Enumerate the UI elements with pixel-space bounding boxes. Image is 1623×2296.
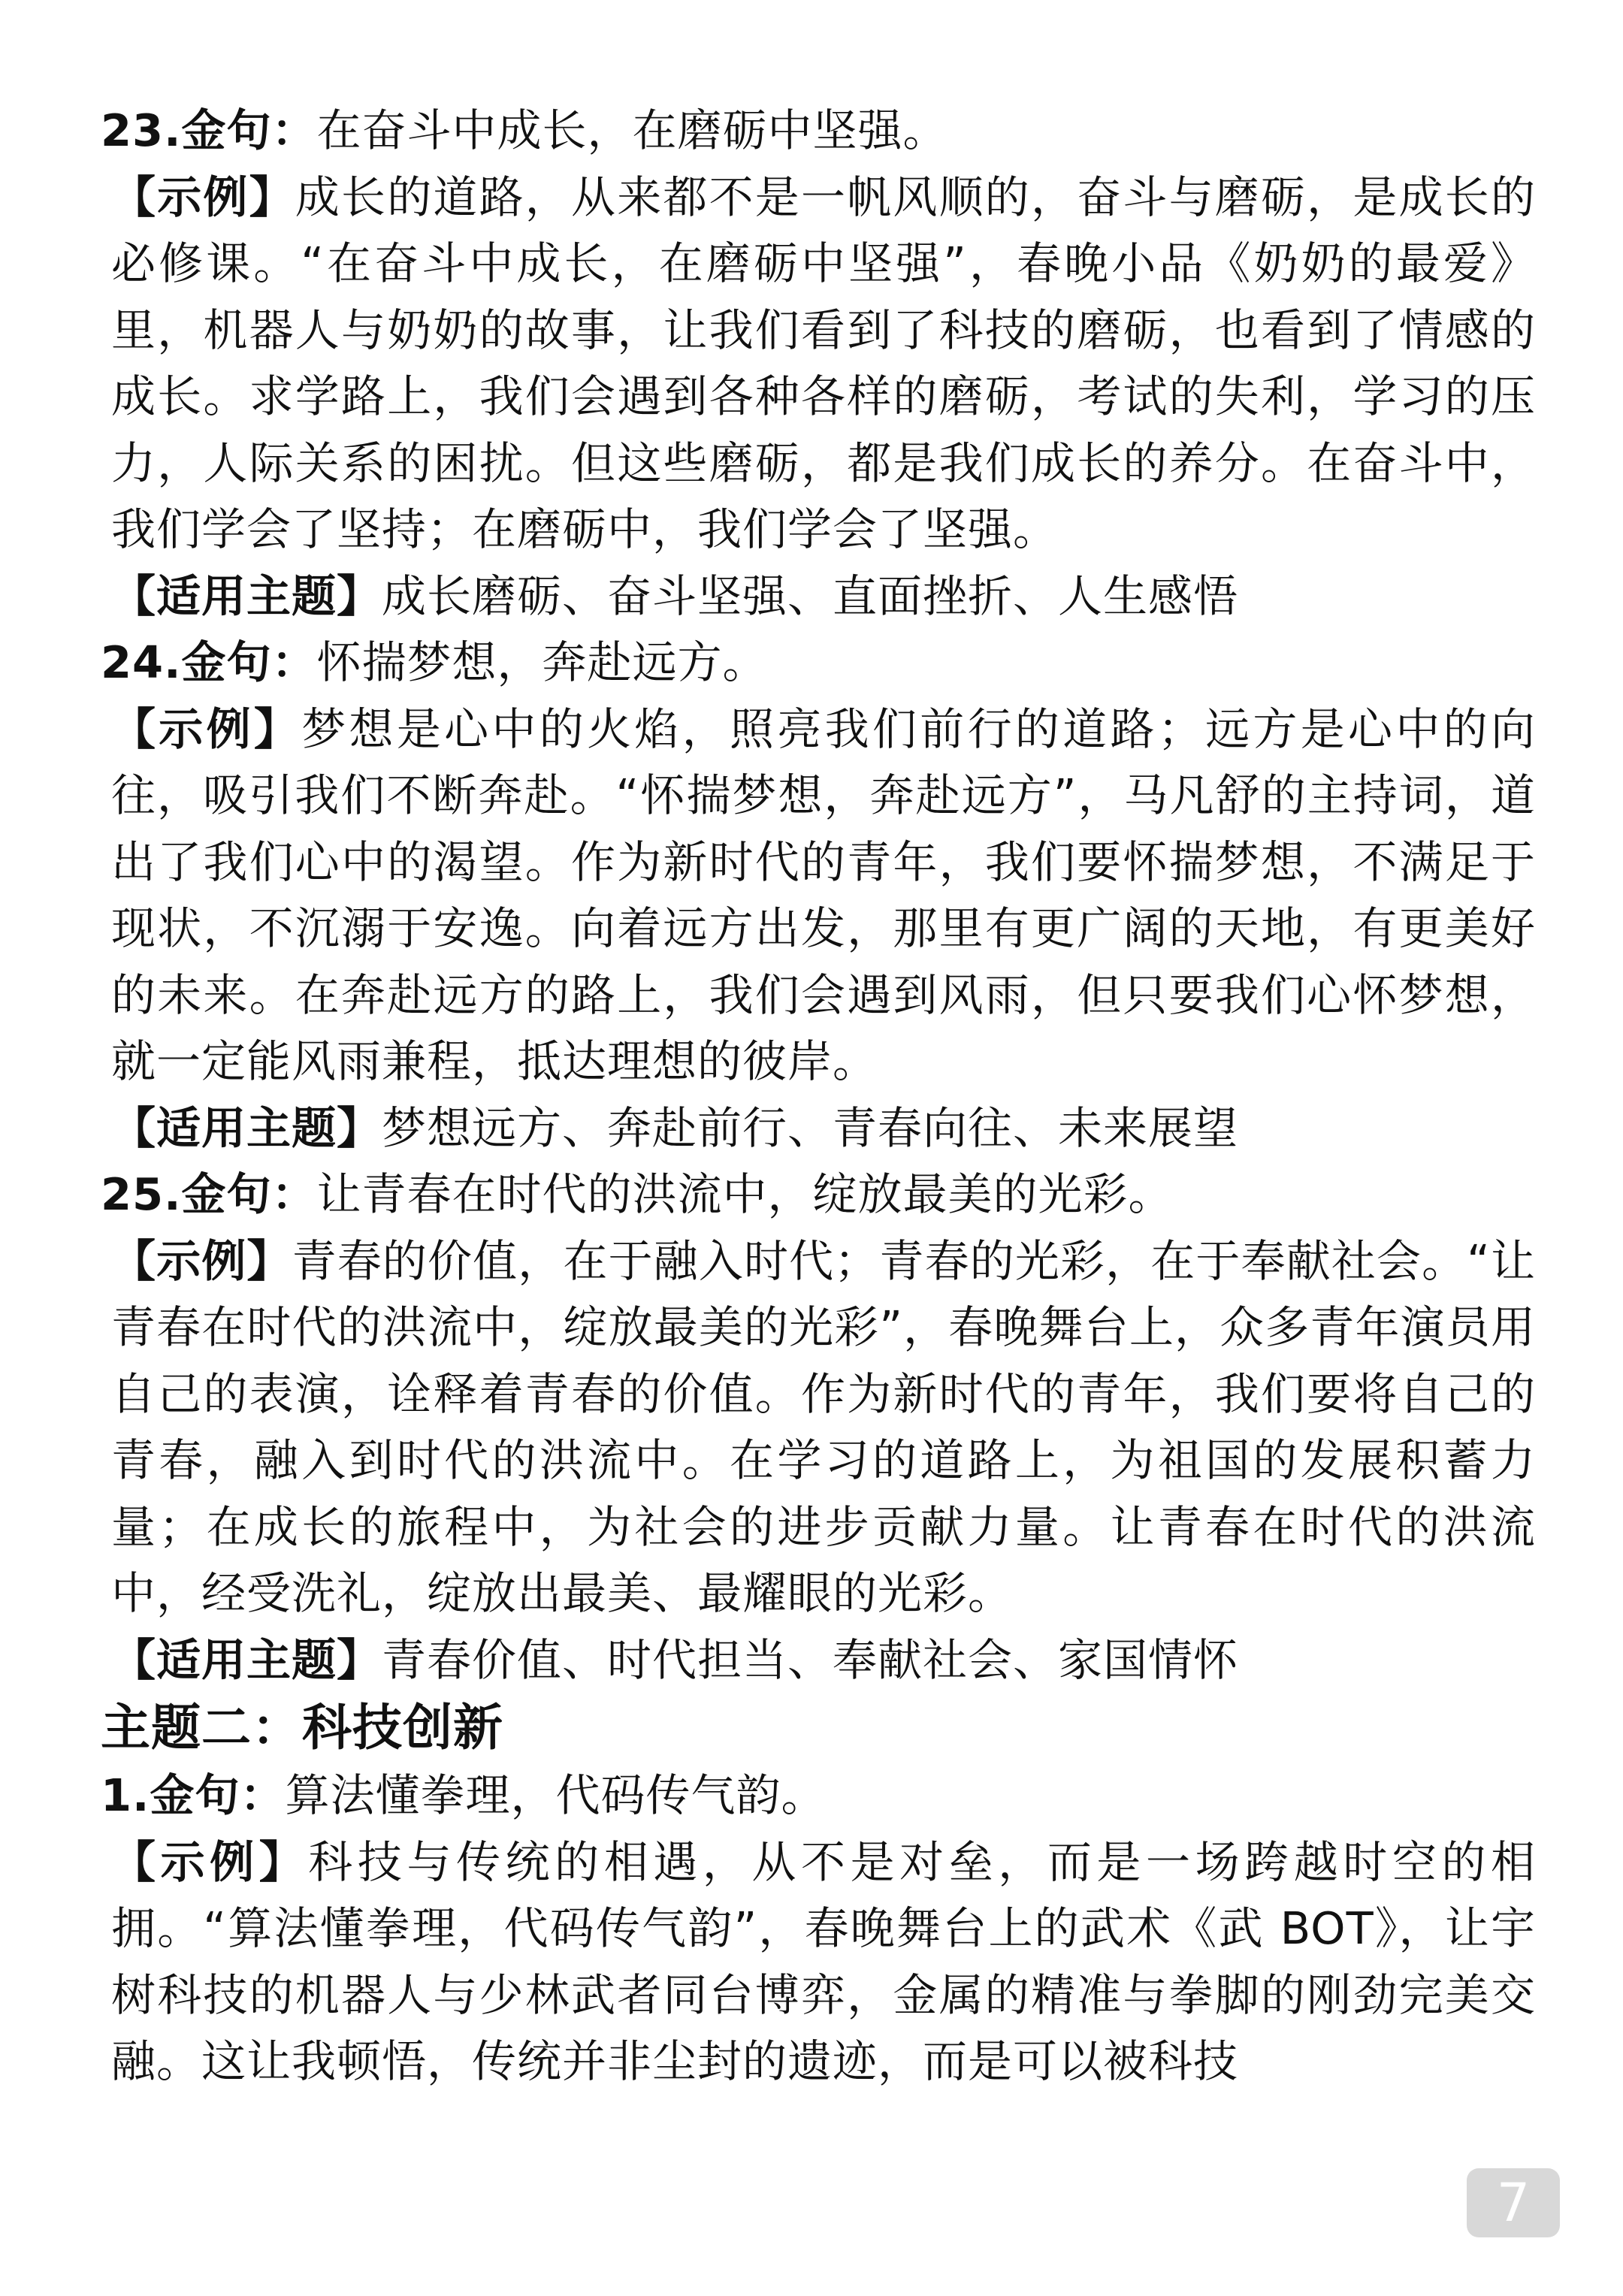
theme-23: [101, 563, 1536, 630]
page-number-badge: 7: [1467, 2168, 1560, 2237]
quote-label: 1.金句：: [101, 1769, 286, 1821]
quote-25: [101, 1162, 1536, 1228]
theme-25: [101, 1627, 1536, 1694]
document-page: [101, 98, 1536, 2095]
theme-label: 【适用主题】: [111, 569, 382, 622]
example-text: 科技与传统的相遇，从不是对垒，而是一场跨越时空的相拥。“算法懂拳理，代码传气韵”，春晚舞台上的武术《武 BOT》，让宇树科技的机器人与少林武者同台博弈，金属的精准与拳脚的刚劲完美交融。这让我顿悟，传统并非尘封的遗迹，而是可以被科技: [111, 1835, 1536, 2087]
example-label: 【示例】: [111, 1835, 309, 1888]
example-text: 梦想是心中的火焰，照亮我们前行的道路；远方是心中的向往，吸引我们不断奔赴。“怀揣梦想，奔赴远方”，马凡舒的主持词，道出了我们心中的渴望。作为新时代的青年，我们要怀揣梦想，不满足于现状，不沉溺于安逸。向着远方出发，那里有更广阔的天地，有更美好的未来。在奔赴远方的路上，我们会遇到风雨，但只要我们心怀梦想，就一定能风雨兼程，抵达理想的彼岸。: [111, 702, 1536, 1087]
example-text: 成长的道路，从来都不是一帆风顺的，奋斗与磨砺，是成长的必修课。“在奋斗中成长，在磨砺中坚强”，春晚小品《奶奶的最爱》里，机器人与奶奶的故事，让我们看到了科技的磨砺，也看到了情感的成长。求学路上，我们会遇到各种各样的磨砺，考试的失利，学习的压力，人际关系的困扰。但这些磨砺，都是我们成长的养分。在奋斗中，我们学会了坚持；在磨砺中，我们学会了坚强。: [111, 171, 1536, 555]
example-25: [101, 1228, 1536, 1627]
quote-text: 让青春在时代的洪流中，绽放最美的光彩。: [316, 1168, 1174, 1220]
quote-label: 23.金句：: [101, 104, 317, 156]
theme-text: 梦想远方、奔赴前行、青春向往、未来展望: [382, 1101, 1239, 1154]
quote-1: [101, 1763, 1536, 1829]
example-1: [101, 1829, 1536, 2095]
quote-text: 在奋斗中成长，在磨砺中坚强。: [316, 104, 948, 156]
theme-text: 成长磨砺、奋斗坚强、直面挫折、人生感悟: [382, 569, 1239, 622]
quote-23: [101, 98, 1536, 165]
quote-text: 怀揣梦想，奔赴远方。: [316, 636, 768, 688]
example-23: [101, 165, 1536, 563]
example-24: [101, 696, 1536, 1095]
example-label: 【示例】: [111, 171, 295, 223]
theme-label: 【适用主题】: [111, 1633, 382, 1686]
theme-text: 青春价值、时代担当、奉献社会、家国情怀: [382, 1633, 1239, 1686]
quote-label: 24.金句：: [101, 636, 317, 688]
section-heading: 主题二：科技创新: [101, 1699, 503, 1757]
theme-24: [101, 1095, 1536, 1162]
example-label: 【示例】: [111, 1234, 292, 1287]
quote-text: 算法懂拳理，代码传气韵。: [285, 1769, 827, 1821]
example-label: 【示例】: [111, 702, 302, 755]
theme-label: 【适用主题】: [111, 1101, 382, 1154]
quote-label: 25.金句：: [101, 1168, 317, 1220]
example-text: 青春的价值，在于融入时代；青春的光彩，在于奉献社会。“让青春在时代的洪流中，绽放最美的光彩”，春晚舞台上，众多青年演员用自己的表演，诠释着青春的价值。作为新时代的青年，我们要将自己的青春，融入到时代的洪流中。在学习的道路上，为祖国的发展积蓄力量；在成长的旅程中，为社会的进步贡献力量。让青春在时代的洪流中，经受洗礼，绽放出最美、最耀眼的光彩。: [111, 1234, 1536, 1619]
quote-24: [101, 630, 1536, 696]
